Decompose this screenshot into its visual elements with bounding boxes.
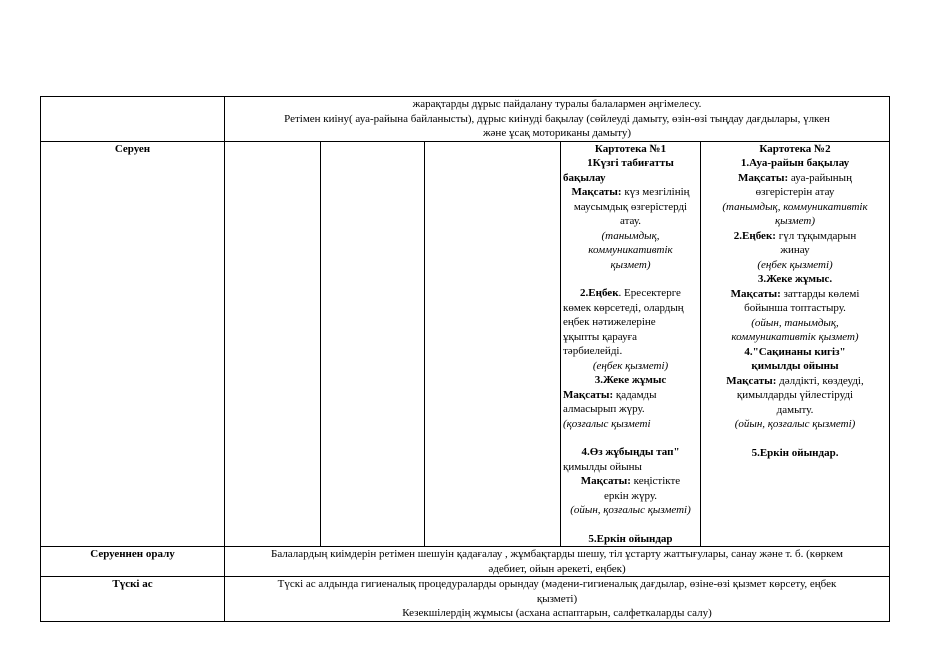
kart1-item3-title: 3.Жеке жұмыс: [594, 374, 667, 386]
kart2-item4-goal: дамыту.: [776, 403, 814, 416]
empty-cell: [321, 141, 425, 547]
table-row: [41, 577, 890, 622]
kartoteka-1-title: Картотека №1: [594, 142, 667, 155]
kart2-item1-activity: қызмет): [775, 215, 815, 227]
kart2-item3-title: 3.Жеке жұмыс.: [757, 273, 833, 285]
kart2-item4-goal: Мақсаты: дәлдікті, көздеуді,: [726, 374, 864, 387]
table-row: [41, 141, 890, 547]
dressing-line: және ұсақ моториканы дамыту): [482, 127, 632, 139]
kart1-item2-activity: (еңбек қызметі): [592, 359, 669, 372]
kart2-item3-goal: бойынша топтастыру.: [744, 302, 846, 314]
kart1-item4-goal: еркін жүру.: [603, 489, 658, 502]
kart1-item2-text: еңбек нәтижелеріне: [563, 316, 656, 328]
kart1-item2: 2.Еңбек. Ересектерге: [580, 287, 681, 299]
return-line: Балалардың киімдерін ретімен шешуін қадағалау , жұмбақтарды шешу, тіл ұстарту жаттығулары, санау және т. б. (көркем: [271, 548, 843, 560]
empty-cell: [425, 141, 561, 547]
lunch-line: Түскі ас алдында гигиеналық процедураларды орындау (мәдени-гигиеналық дағдылар, өзіне-өзі қызмет көрсету, еңбек: [277, 578, 837, 590]
kart1-item4-title: 4.Өз жұбыңды тап": [581, 446, 680, 458]
kart2-item1-goal: Мақсаты: ауа-райының: [738, 171, 852, 184]
kartoteka-1-cell: [561, 141, 701, 547]
dressing-line: Ретімен киіну( ауа-райына байланысты), дұрыс киінуді бақылау (сөйлеуді дамыту, өзін-өзі тыңдау дағдылары, үлкен: [284, 112, 830, 125]
kart1-item1-activity: (танымдық,: [601, 229, 660, 242]
kart2-item4-activity: (ойын, қозғалыс қызметі): [734, 418, 856, 430]
kart1-item1-goal: маусымдық өзгерістерді: [573, 200, 688, 213]
row-label-cell: [41, 97, 225, 142]
lunch-line: Кезекшілердің жұмысы (асхана аспаптарын, салфеткаларды салу): [402, 607, 712, 619]
kart2-item2-text: жинау: [780, 244, 810, 256]
lunch-text-cell: [225, 577, 890, 622]
return-text-cell: [225, 547, 890, 577]
kart1-item3-goal: алмасырып жүру.: [563, 403, 645, 415]
table-row: [41, 97, 890, 142]
kartoteka-2-cell: [701, 141, 890, 547]
row-label-return: Серуеннен оралу: [41, 547, 225, 577]
kartoteka-2-title: Картотека №2: [759, 142, 831, 155]
kart1-item1-goal: атау.: [619, 215, 641, 227]
kart1-item1-goal: Мақсаты: күз мезгілінің: [571, 186, 690, 198]
kart2-item3-activity: (ойын, танымдық,: [751, 316, 839, 329]
kart2-item4-title: қимылды ойыны: [751, 360, 839, 372]
table-row: [41, 547, 890, 577]
kart2-item1-title: 1.Ауа-райын бақылау: [740, 157, 850, 169]
kart1-item4-sub: қимылды ойыны: [563, 460, 642, 473]
kart1-item1-title: бақылау: [563, 171, 606, 184]
kart1-item1-title: 1Күзгі табиғатты: [587, 157, 674, 169]
return-line: әдебиет, ойын әрекеті, еңбек): [488, 562, 626, 575]
empty-cell: [225, 141, 321, 547]
kart1-item2-text: ұқыпты қарауға: [563, 330, 638, 343]
dressing-line: жарақтарды дұрыс пайдалану туралы балалармен әңгімелесу.: [412, 98, 702, 110]
lunch-line: қызметі): [536, 592, 578, 605]
kart2-item3-activity: коммуникативтік қызмет): [731, 331, 859, 343]
dressing-text-cell: [225, 97, 890, 142]
row-label-serun: Серуен: [41, 141, 225, 547]
kart2-item1-goal: өзгерістерін атау: [755, 186, 835, 198]
kart1-item2-text: көмек көрсетеді, олардың: [563, 301, 684, 314]
kart2-item5-title: 5.Еркін ойындар.: [751, 446, 839, 459]
kart1-item5-title: 5.Еркін ойындар: [588, 532, 673, 545]
kart2-item4-goal: қимылдарды үйлестіруді: [736, 389, 854, 401]
kart1-item4-activity: (ойын, қозғалыс қызметі): [570, 504, 691, 516]
schedule-table: [40, 96, 890, 622]
kart1-item3-activity: (қозғалыс қызметі: [563, 417, 651, 430]
kart1-item1-activity: қызмет): [610, 258, 651, 271]
kart1-item1-activity: коммуникативтік: [588, 244, 673, 256]
kart1-item4-goal: Мақсаты: кеңістікте: [580, 475, 681, 487]
kart2-item1-activity: (танымдық, коммуникативтік: [722, 200, 868, 213]
kart2-item4-title: 4."Сақинаны кигіз": [744, 345, 846, 358]
kart1-item2-text: тәрбиелейді.: [563, 345, 623, 357]
kart1-item3-goal: Мақсаты: қадамды: [563, 388, 657, 401]
kart2-item3-goal: Мақсаты: заттарды көлемі: [730, 287, 860, 300]
row-label-lunch: Түскі ас: [41, 577, 225, 622]
kart2-item2: 2.Еңбек: гүл тұқымдарын: [733, 229, 857, 242]
kart2-item2-activity: (еңбек қызметі): [757, 258, 833, 271]
